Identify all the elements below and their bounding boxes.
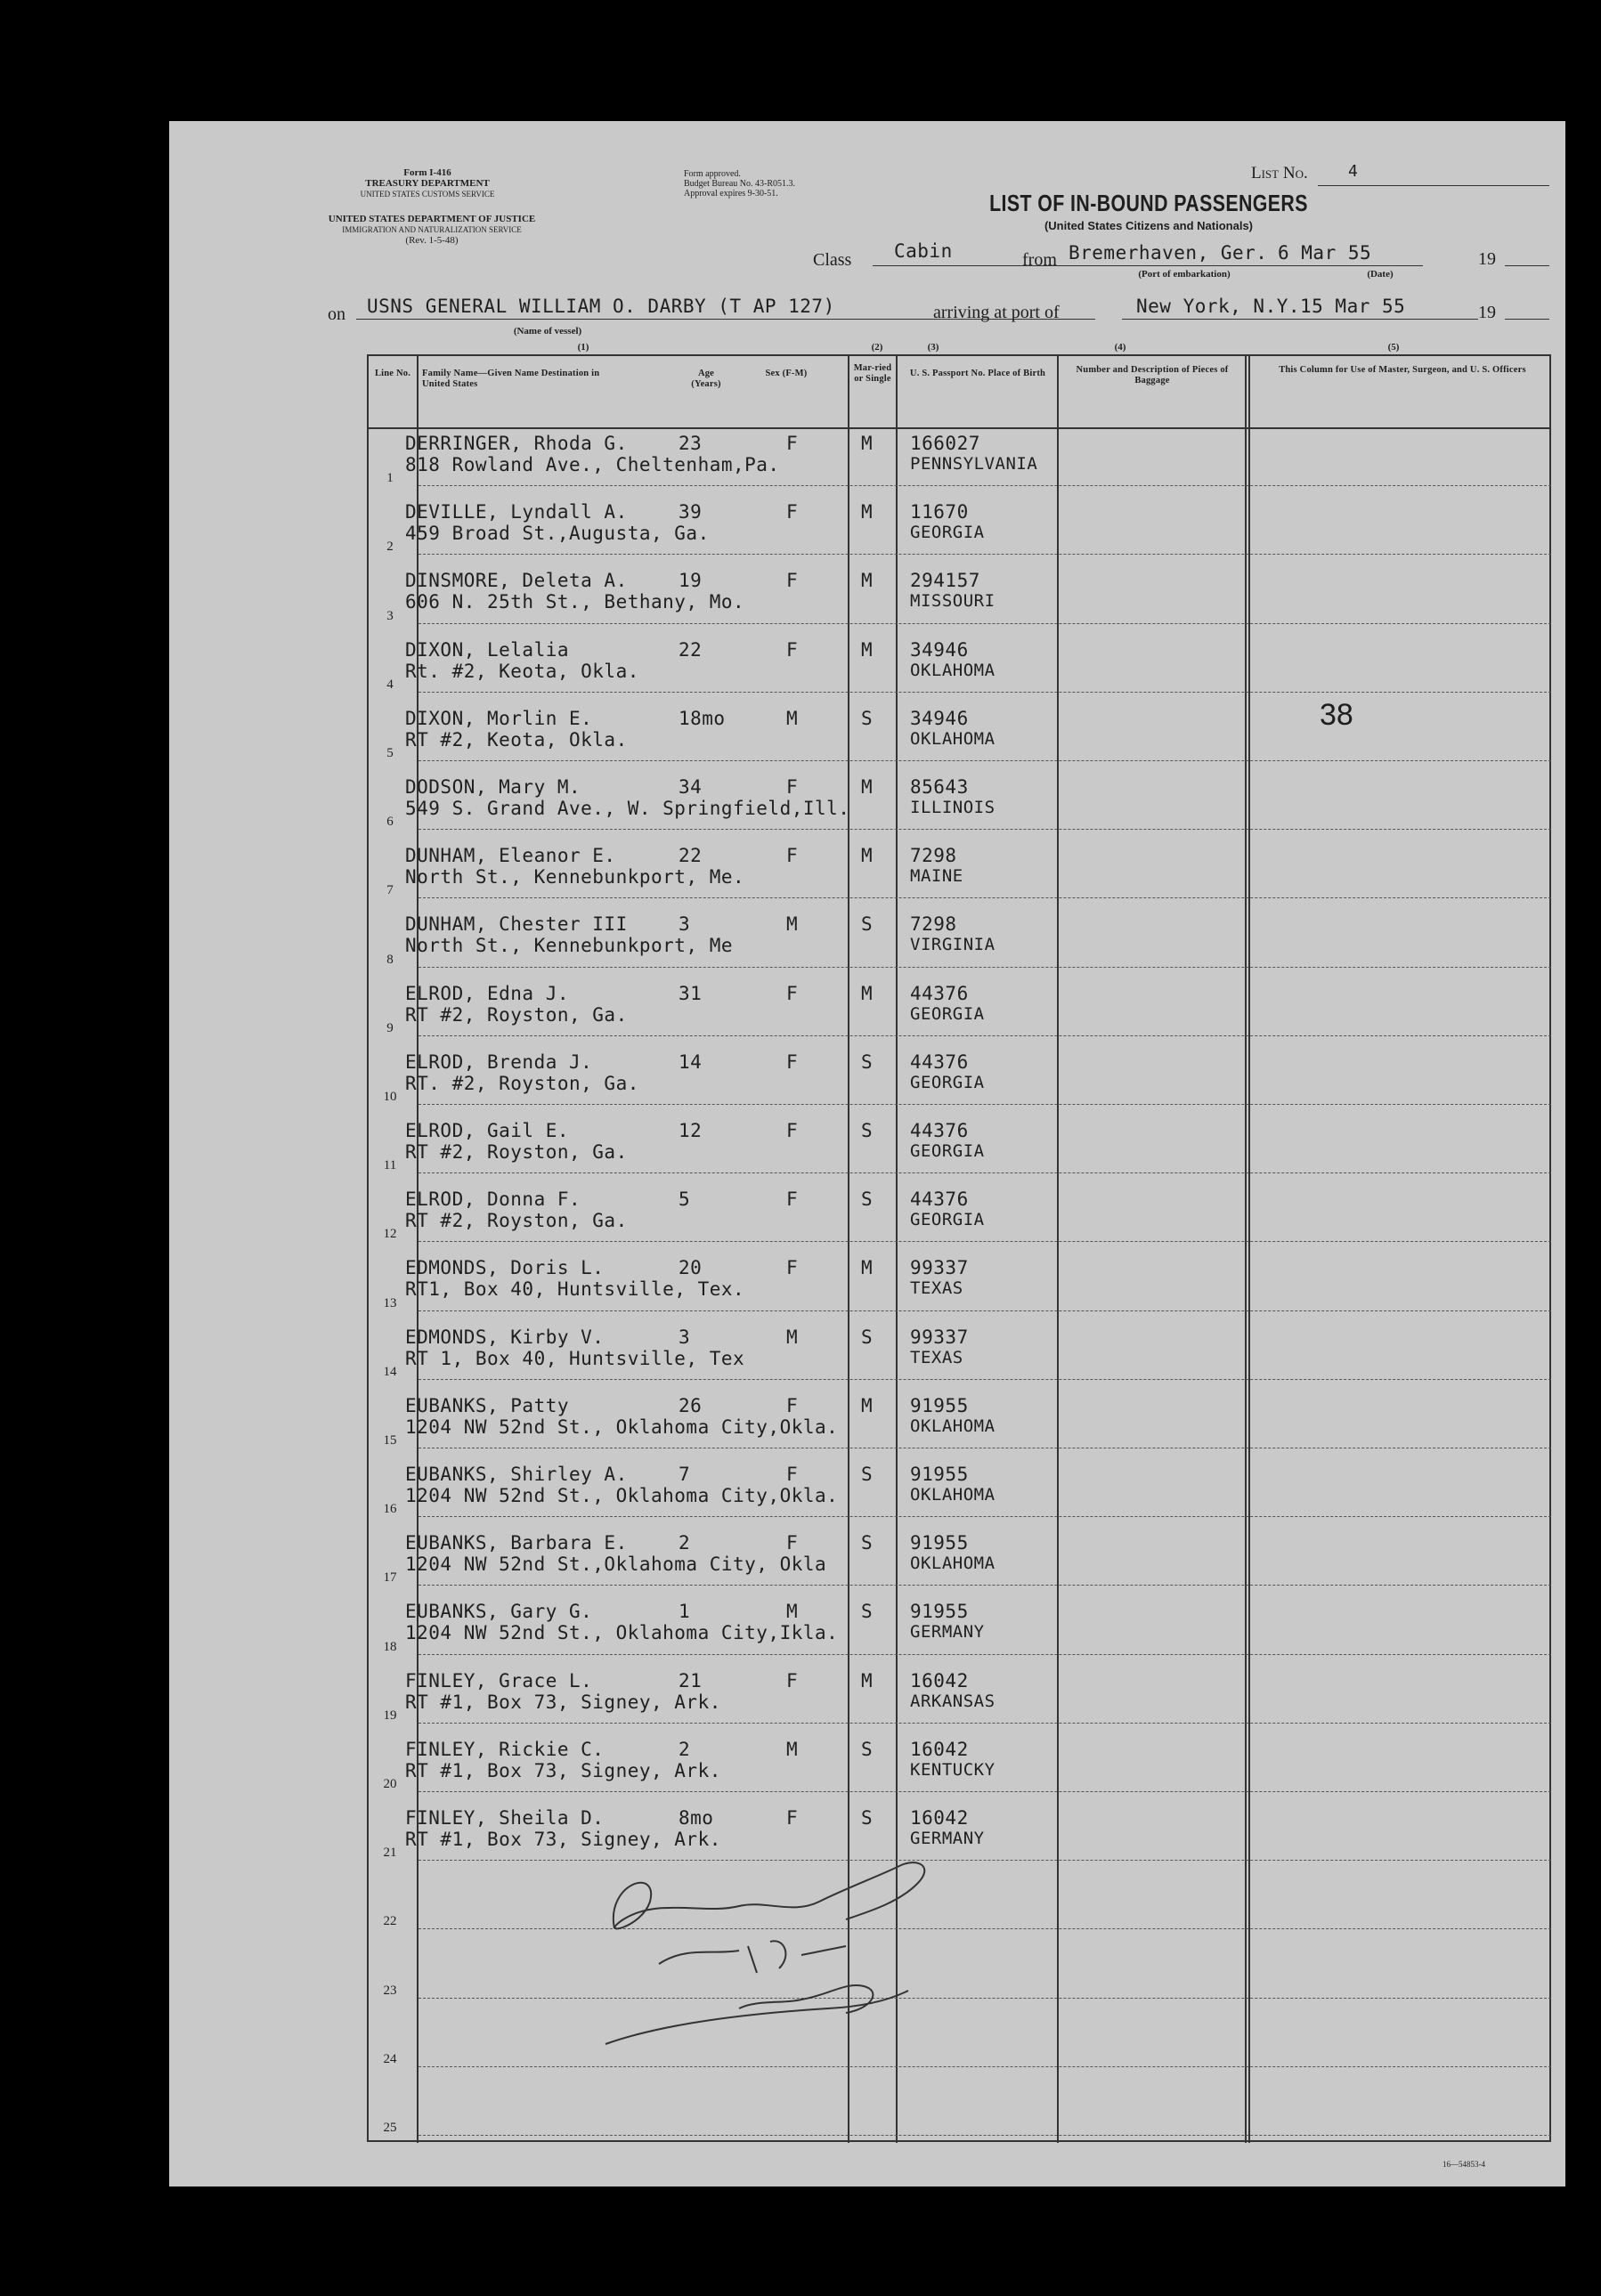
place-of-birth: GEORGIA: [910, 1003, 985, 1024]
passenger-age: 39: [679, 501, 703, 523]
table-row: [169, 1253, 1565, 1322]
passenger-address: RT. #2, Royston, Ga.: [405, 1072, 639, 1094]
passenger-name: EUBANKS, Gary G.: [405, 1601, 593, 1623]
officer-annotation: 38: [1320, 698, 1353, 732]
arrival-port-value: New York, N.Y.: [1136, 296, 1301, 317]
line-number: 6: [386, 815, 394, 830]
place-of-birth: GEORGIA: [910, 523, 985, 543]
table-row: [169, 773, 1565, 841]
line-number: 4: [386, 677, 394, 692]
date-field: [1278, 242, 1372, 265]
list-number-value: 4: [1348, 162, 1359, 181]
passport-number: 91955: [910, 1532, 969, 1554]
passenger-name: FINLEY, Sheila D.: [405, 1807, 605, 1829]
passport-number: 99337: [910, 1257, 969, 1279]
marital-status: M: [861, 1394, 874, 1416]
passenger-sex: F: [786, 845, 799, 867]
passenger-age: 3: [679, 913, 691, 936]
vessel-caption: (Name of vessel): [513, 326, 582, 337]
marital-status: M: [861, 1669, 874, 1692]
marital-status: S: [861, 1326, 874, 1348]
table-row: [169, 1116, 1565, 1185]
place-of-birth: KENTUCKY: [910, 1759, 996, 1780]
place-of-birth: MISSOURI: [910, 591, 996, 612]
passenger-sex: F: [786, 1532, 799, 1554]
passenger-name: DEVILLE, Lyndall A.: [405, 501, 628, 523]
header-baggage: Number and Description of Pieces of Baggage: [1076, 365, 1229, 385]
embarkation-value: Bremerhaven, Ger.: [1069, 242, 1268, 264]
customs-service: UNITED STATES CUSTOMS SERVICE: [360, 190, 495, 199]
table-row: [169, 979, 1565, 1048]
passport-number: 44376: [910, 982, 969, 1004]
table-row: [169, 1048, 1565, 1116]
passenger-sex: F: [786, 1807, 799, 1829]
place-of-birth: OKLAHOMA: [910, 1416, 996, 1436]
table-row: [169, 1597, 1565, 1666]
passenger-age: 8mo: [679, 1807, 714, 1829]
passenger-sex: M: [786, 1738, 799, 1760]
passenger-age: 19: [679, 570, 703, 592]
ins-service: IMMIGRATION AND NATURALIZATION SERVICE: [342, 225, 522, 234]
header-married: Mar-ried or Single: [853, 363, 892, 384]
place-of-birth: PENNSYLVANIA: [910, 454, 1038, 474]
line-number: 20: [383, 1776, 397, 1791]
passenger-age: 34: [679, 776, 703, 798]
place-of-birth: OKLAHOMA: [910, 728, 996, 749]
marital-status: S: [861, 1051, 874, 1073]
form-approval: [684, 169, 795, 199]
passenger-address: 1204 NW 52nd St., Oklahoma City,Okla.: [405, 1485, 839, 1506]
passenger-address: RT 1, Box 40, Huntsville, Tex: [405, 1347, 745, 1369]
inspector-signature: [579, 1830, 971, 2062]
marital-status: S: [861, 1189, 874, 1211]
passenger-name: EUBANKS, Shirley A.: [405, 1464, 628, 1485]
passenger-sex: F: [786, 433, 799, 454]
passenger-sex: M: [786, 913, 799, 936]
table-row: [169, 1391, 1565, 1460]
passenger-address: North St., Kennebunkport, Me: [405, 935, 734, 957]
line-number: 12: [383, 1227, 397, 1242]
form-subtitle: (United States Citizens and Nationals): [1044, 219, 1254, 232]
table-row: [169, 1667, 1565, 1735]
passenger-age: 12: [679, 1120, 703, 1141]
passport-number: 294157: [910, 570, 980, 592]
passport-number: 34946: [910, 707, 969, 729]
passenger-name: FINLEY, Grace L.: [405, 1669, 593, 1692]
column-number: (5): [1387, 342, 1400, 353]
approval-line: Budget Bureau No. 43-R051.3.: [684, 179, 795, 189]
line-number: 9: [386, 1020, 394, 1035]
arrival-year-field: [1505, 297, 1549, 320]
passenger-address: RT #1, Box 73, Signey, Ark.: [405, 1759, 721, 1781]
line-number: 1: [386, 471, 394, 486]
place-of-birth: ILLINOIS: [910, 798, 996, 817]
column-number: (3): [927, 342, 939, 353]
passenger-age: 3: [679, 1326, 691, 1348]
passenger-sex: F: [786, 1120, 799, 1141]
arriving-label: arriving at port of: [933, 303, 1060, 322]
passenger-address: Rt. #2, Keota, Okla.: [405, 660, 639, 682]
passenger-address: 1204 NW 52nd St., Oklahoma City,Ikla.: [405, 1622, 839, 1644]
marital-status: M: [861, 982, 874, 1004]
passenger-name: DIXON, Lelalia: [405, 638, 570, 661]
line-number: 7: [386, 883, 394, 898]
passenger-address: RT #1, Box 73, Signey, Ark.: [405, 1691, 721, 1713]
line-number: 13: [383, 1295, 397, 1310]
passenger-name: EDMONDS, Doris L.: [405, 1257, 605, 1279]
line-number: 2: [386, 540, 394, 555]
passenger-sex: M: [786, 1601, 799, 1623]
header-name: Family Name—Given Name Destination in United States: [422, 369, 600, 389]
passenger-address: 549 S. Grand Ave., W. Springfield,Ill.: [405, 798, 850, 819]
passenger-address: RT #2, Keota, Okla.: [405, 728, 628, 750]
marital-status: S: [861, 913, 874, 936]
on-label: on: [328, 304, 345, 324]
embarkation-caption: (Port of embarkation): [1138, 269, 1231, 280]
table-row: [169, 1185, 1565, 1253]
line-number: 16: [383, 1502, 397, 1517]
class-value: Cabin: [894, 240, 953, 262]
passenger-sex: F: [786, 1394, 799, 1416]
passport-number: 44376: [910, 1120, 969, 1141]
line-number: 15: [383, 1432, 397, 1448]
passport-number: 91955: [910, 1464, 969, 1485]
header-age: Age (Years): [691, 369, 721, 389]
marital-status: S: [861, 1807, 874, 1829]
passport-number: 99337: [910, 1326, 969, 1348]
line-number: 8: [386, 952, 394, 967]
place-of-birth: GEORGIA: [910, 1141, 985, 1161]
list-number-field: [1318, 162, 1549, 186]
passport-number: 44376: [910, 1051, 969, 1073]
line-number: 18: [383, 1639, 397, 1654]
marital-status: S: [861, 1601, 874, 1623]
marital-status: M: [861, 845, 874, 867]
vessel-value: USNS GENERAL WILLIAM O. DARBY (T AP 127): [367, 296, 835, 317]
passenger-name: DINSMORE, Deleta A.: [405, 570, 628, 592]
form-revision: (Rev. 1-5-48): [405, 235, 459, 246]
passport-number: 166027: [910, 433, 980, 454]
passenger-age: 18mo: [679, 707, 726, 729]
arrival-date-value: 15 Mar 55: [1300, 296, 1406, 317]
passenger-name: FINLEY, Rickie C.: [405, 1738, 605, 1760]
line-number: 25: [383, 2120, 397, 2135]
column-number: (4): [1114, 342, 1126, 353]
passenger-name: DUNHAM, Chester III: [405, 913, 628, 936]
passenger-sex: F: [786, 638, 799, 661]
column-number: (2): [871, 342, 883, 353]
passenger-age: 20: [679, 1257, 703, 1279]
place-of-birth: TEXAS: [910, 1278, 963, 1299]
passenger-address: 1204 NW 52nd St.,Oklahoma City, Okla: [405, 1554, 827, 1576]
marital-status: S: [861, 1738, 874, 1760]
passenger-name: DUNHAM, Eleanor E.: [405, 845, 616, 867]
form-code: 16—54853-4: [1443, 2160, 1485, 2169]
passenger-age: 14: [679, 1051, 703, 1073]
header-sex: Sex (F-M): [765, 369, 808, 378]
passenger-name: DERRINGER, Rhoda G.: [405, 433, 628, 454]
passenger-age: 26: [679, 1394, 703, 1416]
marital-status: S: [861, 707, 874, 729]
passport-number: 44376: [910, 1189, 969, 1211]
passport-number: 7298: [910, 845, 957, 867]
passenger-age: 2: [679, 1532, 691, 1554]
place-of-birth: TEXAS: [910, 1347, 963, 1367]
passport-number: 91955: [910, 1601, 969, 1623]
passenger-name: EDMONDS, Kirby V.: [405, 1326, 605, 1348]
marital-status: M: [861, 638, 874, 661]
passenger-name: ELROD, Gail E.: [405, 1120, 570, 1141]
approval-line: Approval expires 9-30-51.: [684, 189, 778, 199]
passenger-sex: F: [786, 982, 799, 1004]
year-field: [1505, 244, 1549, 266]
line-number: 10: [383, 1089, 397, 1104]
passport-number: 85643: [910, 776, 969, 798]
passport-number: 16042: [910, 1738, 969, 1760]
line-number: 17: [383, 1570, 397, 1586]
line-number: 24: [383, 2051, 397, 2066]
passenger-address: 606 N. 25th St., Bethany, Mo.: [405, 591, 745, 613]
place-of-birth: GERMANY: [910, 1829, 985, 1848]
passenger-sex: F: [786, 501, 799, 523]
marital-status: M: [861, 1257, 874, 1279]
line-number: 21: [383, 1846, 397, 1861]
passport-number: 16042: [910, 1807, 969, 1829]
table-row: [169, 498, 1565, 566]
passenger-sex: F: [786, 1051, 799, 1073]
header-line-no: Line No.: [374, 369, 411, 378]
passenger-address: RT #2, Royston, Ga.: [405, 1003, 628, 1026]
place-of-birth: GEORGIA: [910, 1210, 985, 1230]
place-of-birth: OKLAHOMA: [910, 1554, 996, 1574]
passenger-sex: M: [786, 1326, 799, 1348]
marital-status: M: [861, 501, 874, 523]
marital-status: M: [861, 433, 874, 454]
line-number: 5: [386, 745, 394, 760]
passenger-name: DODSON, Mary M.: [405, 776, 581, 798]
place-of-birth: MAINE: [910, 866, 963, 887]
passenger-sex: F: [786, 1189, 799, 1211]
passport-number: 16042: [910, 1669, 969, 1692]
passenger-age: 1: [679, 1601, 691, 1623]
marital-status: M: [861, 776, 874, 798]
place-of-birth: GERMANY: [910, 1622, 985, 1643]
passenger-age: 22: [679, 845, 703, 867]
place-of-birth: OKLAHOMA: [910, 1485, 996, 1505]
passenger-name: EUBANKS, Patty: [405, 1394, 570, 1416]
class-label: Class: [813, 250, 852, 270]
passenger-manifest-page: [169, 121, 1565, 2186]
passenger-address: RT1, Box 40, Huntsville, Tex.: [405, 1278, 745, 1301]
passport-number: 91955: [910, 1394, 969, 1416]
passenger-sex: F: [786, 570, 799, 592]
line-number: 22: [383, 1914, 397, 1929]
passenger-age: 21: [679, 1669, 703, 1692]
place-of-birth: OKLAHOMA: [910, 660, 996, 680]
header-passport: U. S. Passport No. Place of Birth: [909, 369, 1046, 378]
line-number: 23: [383, 1983, 397, 1998]
table-row: [169, 1323, 1565, 1391]
header-officers: This Column for Use of Master, Surgeon, and U. S. Officers: [1279, 365, 1526, 375]
marital-status: S: [861, 1532, 874, 1554]
passenger-age: 22: [679, 638, 703, 661]
arrival-year-label: 19: [1478, 303, 1496, 322]
place-of-birth: GEORGIA: [910, 1072, 985, 1092]
passenger-sex: F: [786, 1669, 799, 1692]
passenger-sex: F: [786, 1464, 799, 1485]
passenger-address: RT #2, Royston, Ga.: [405, 1210, 628, 1232]
form-number: Form I-416: [403, 167, 451, 178]
column-number: (1): [577, 342, 589, 353]
date-caption: (Date): [1367, 269, 1394, 280]
passenger-address: 459 Broad St.,Augusta, Ga.: [405, 523, 710, 545]
line-number: 14: [383, 1364, 397, 1379]
date-value: 6 Mar 55: [1278, 242, 1372, 264]
marital-status: S: [861, 1120, 874, 1141]
table-row: [169, 2079, 1565, 2147]
passenger-age: 5: [679, 1189, 691, 1211]
table-row: [169, 636, 1565, 704]
year-label: 19: [1478, 249, 1496, 269]
table-row: [169, 1735, 1565, 1804]
passport-number: 11670: [910, 501, 969, 523]
table-row: [169, 841, 1565, 910]
passenger-name: ELROD, Edna J.: [405, 982, 570, 1004]
passenger-address: 818 Rowland Ave., Cheltenham,Pa.: [405, 454, 780, 475]
table-row: [169, 704, 1565, 773]
passenger-address: RT #1, Box 73, Signey, Ark.: [405, 1829, 721, 1850]
passenger-name: ELROD, Brenda J.: [405, 1051, 593, 1073]
table-row: [169, 566, 1565, 635]
table-row: [169, 1529, 1565, 1597]
passenger-sex: M: [786, 707, 799, 729]
passenger-age: 31: [679, 982, 703, 1004]
passenger-name: ELROD, Donna F.: [405, 1189, 581, 1211]
approval-line: Form approved.: [684, 169, 741, 179]
passenger-age: 23: [679, 433, 703, 454]
passenger-name: EUBANKS, Barbara E.: [405, 1532, 628, 1554]
treasury-dept: TREASURY DEPARTMENT: [365, 178, 490, 189]
table-row: [169, 1460, 1565, 1529]
table-row: [169, 429, 1565, 498]
from-label: from: [1022, 250, 1057, 270]
passenger-sex: F: [786, 1257, 799, 1279]
justice-dept: UNITED STATES DEPARTMENT OF JUSTICE: [328, 214, 536, 224]
passenger-name: DIXON, Morlin E.: [405, 707, 593, 729]
passport-number: 34946: [910, 638, 969, 661]
passenger-age: 2: [679, 1738, 691, 1760]
line-number: 3: [386, 608, 394, 623]
line-number: 19: [383, 1708, 397, 1723]
passenger-address: North St., Kennebunkport, Me.: [405, 866, 745, 888]
marital-status: S: [861, 1464, 874, 1485]
passenger-address: RT #2, Royston, Ga.: [405, 1141, 628, 1163]
passenger-age: 7: [679, 1464, 691, 1485]
form-title: LIST OF IN-BOUND PASSENGERS: [989, 190, 1308, 216]
list-number-label: List No.: [1251, 164, 1308, 183]
passenger-address: 1204 NW 52nd St., Oklahoma City,Okla.: [405, 1416, 839, 1438]
marital-status: M: [861, 570, 874, 592]
passport-number: 7298: [910, 913, 957, 936]
passenger-sex: F: [786, 776, 799, 798]
place-of-birth: VIRGINIA: [910, 935, 996, 955]
place-of-birth: ARKANSAS: [910, 1691, 996, 1711]
line-number: 11: [383, 1158, 397, 1173]
arrival-port-field: [1122, 297, 1478, 320]
table-row: [169, 910, 1565, 978]
